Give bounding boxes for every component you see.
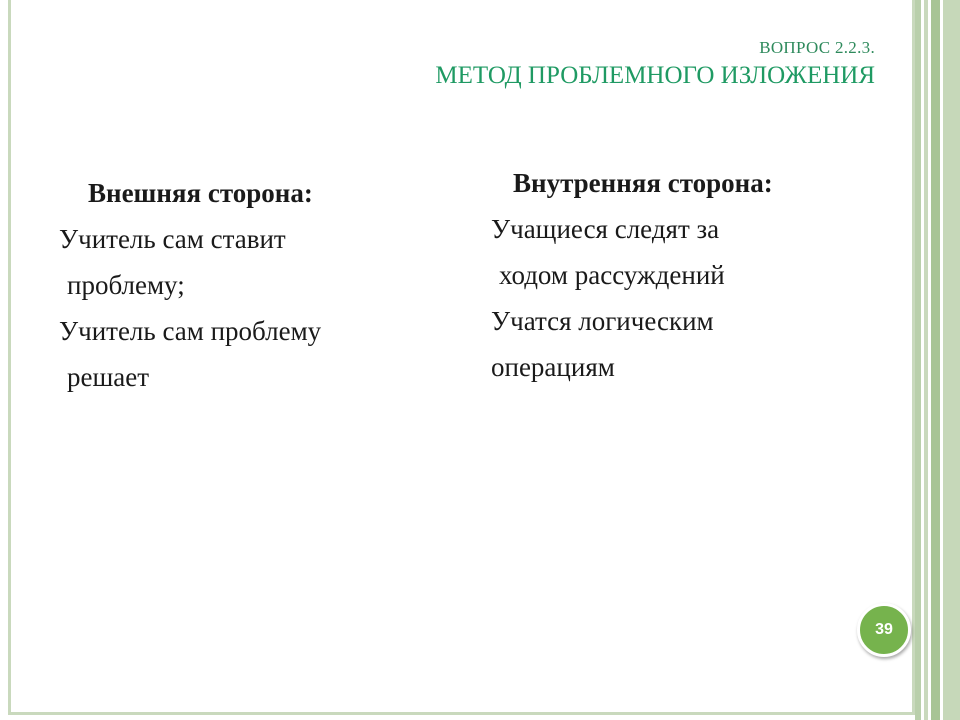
right-column-line: Учатся логическим <box>491 306 714 336</box>
side-bar-2 <box>924 0 928 720</box>
left-column-line: Учитель сам проблему <box>59 316 322 346</box>
right-column-line: ходом рассуждений <box>499 260 725 290</box>
left-column-line: решает <box>67 362 150 392</box>
right-column-line: Учащиеся следят за <box>491 214 720 244</box>
side-bar-3 <box>931 0 940 720</box>
page-number: 39 <box>875 621 893 638</box>
left-column <box>59 170 449 400</box>
right-column-heading: Внутренняя сторона: <box>513 168 773 198</box>
slide-eyebrow: ВОПРОС 2.2.3. <box>759 38 875 57</box>
page-number-badge <box>857 603 911 657</box>
slide-title: МЕТОД ПРОБЛЕМНОГО ИЗЛОЖЕНИЯ <box>435 62 875 89</box>
title-block <box>435 38 875 92</box>
side-bar-4 <box>943 0 960 720</box>
left-column-heading: Внешняя сторона: <box>88 178 313 208</box>
left-column-line: Учитель сам ставит <box>59 224 286 254</box>
side-bar-1 <box>915 0 921 720</box>
right-column-line: операциям <box>491 352 615 382</box>
right-column <box>491 160 891 390</box>
decorative-side-bars <box>915 0 960 720</box>
left-column-line: проблему; <box>67 270 185 300</box>
